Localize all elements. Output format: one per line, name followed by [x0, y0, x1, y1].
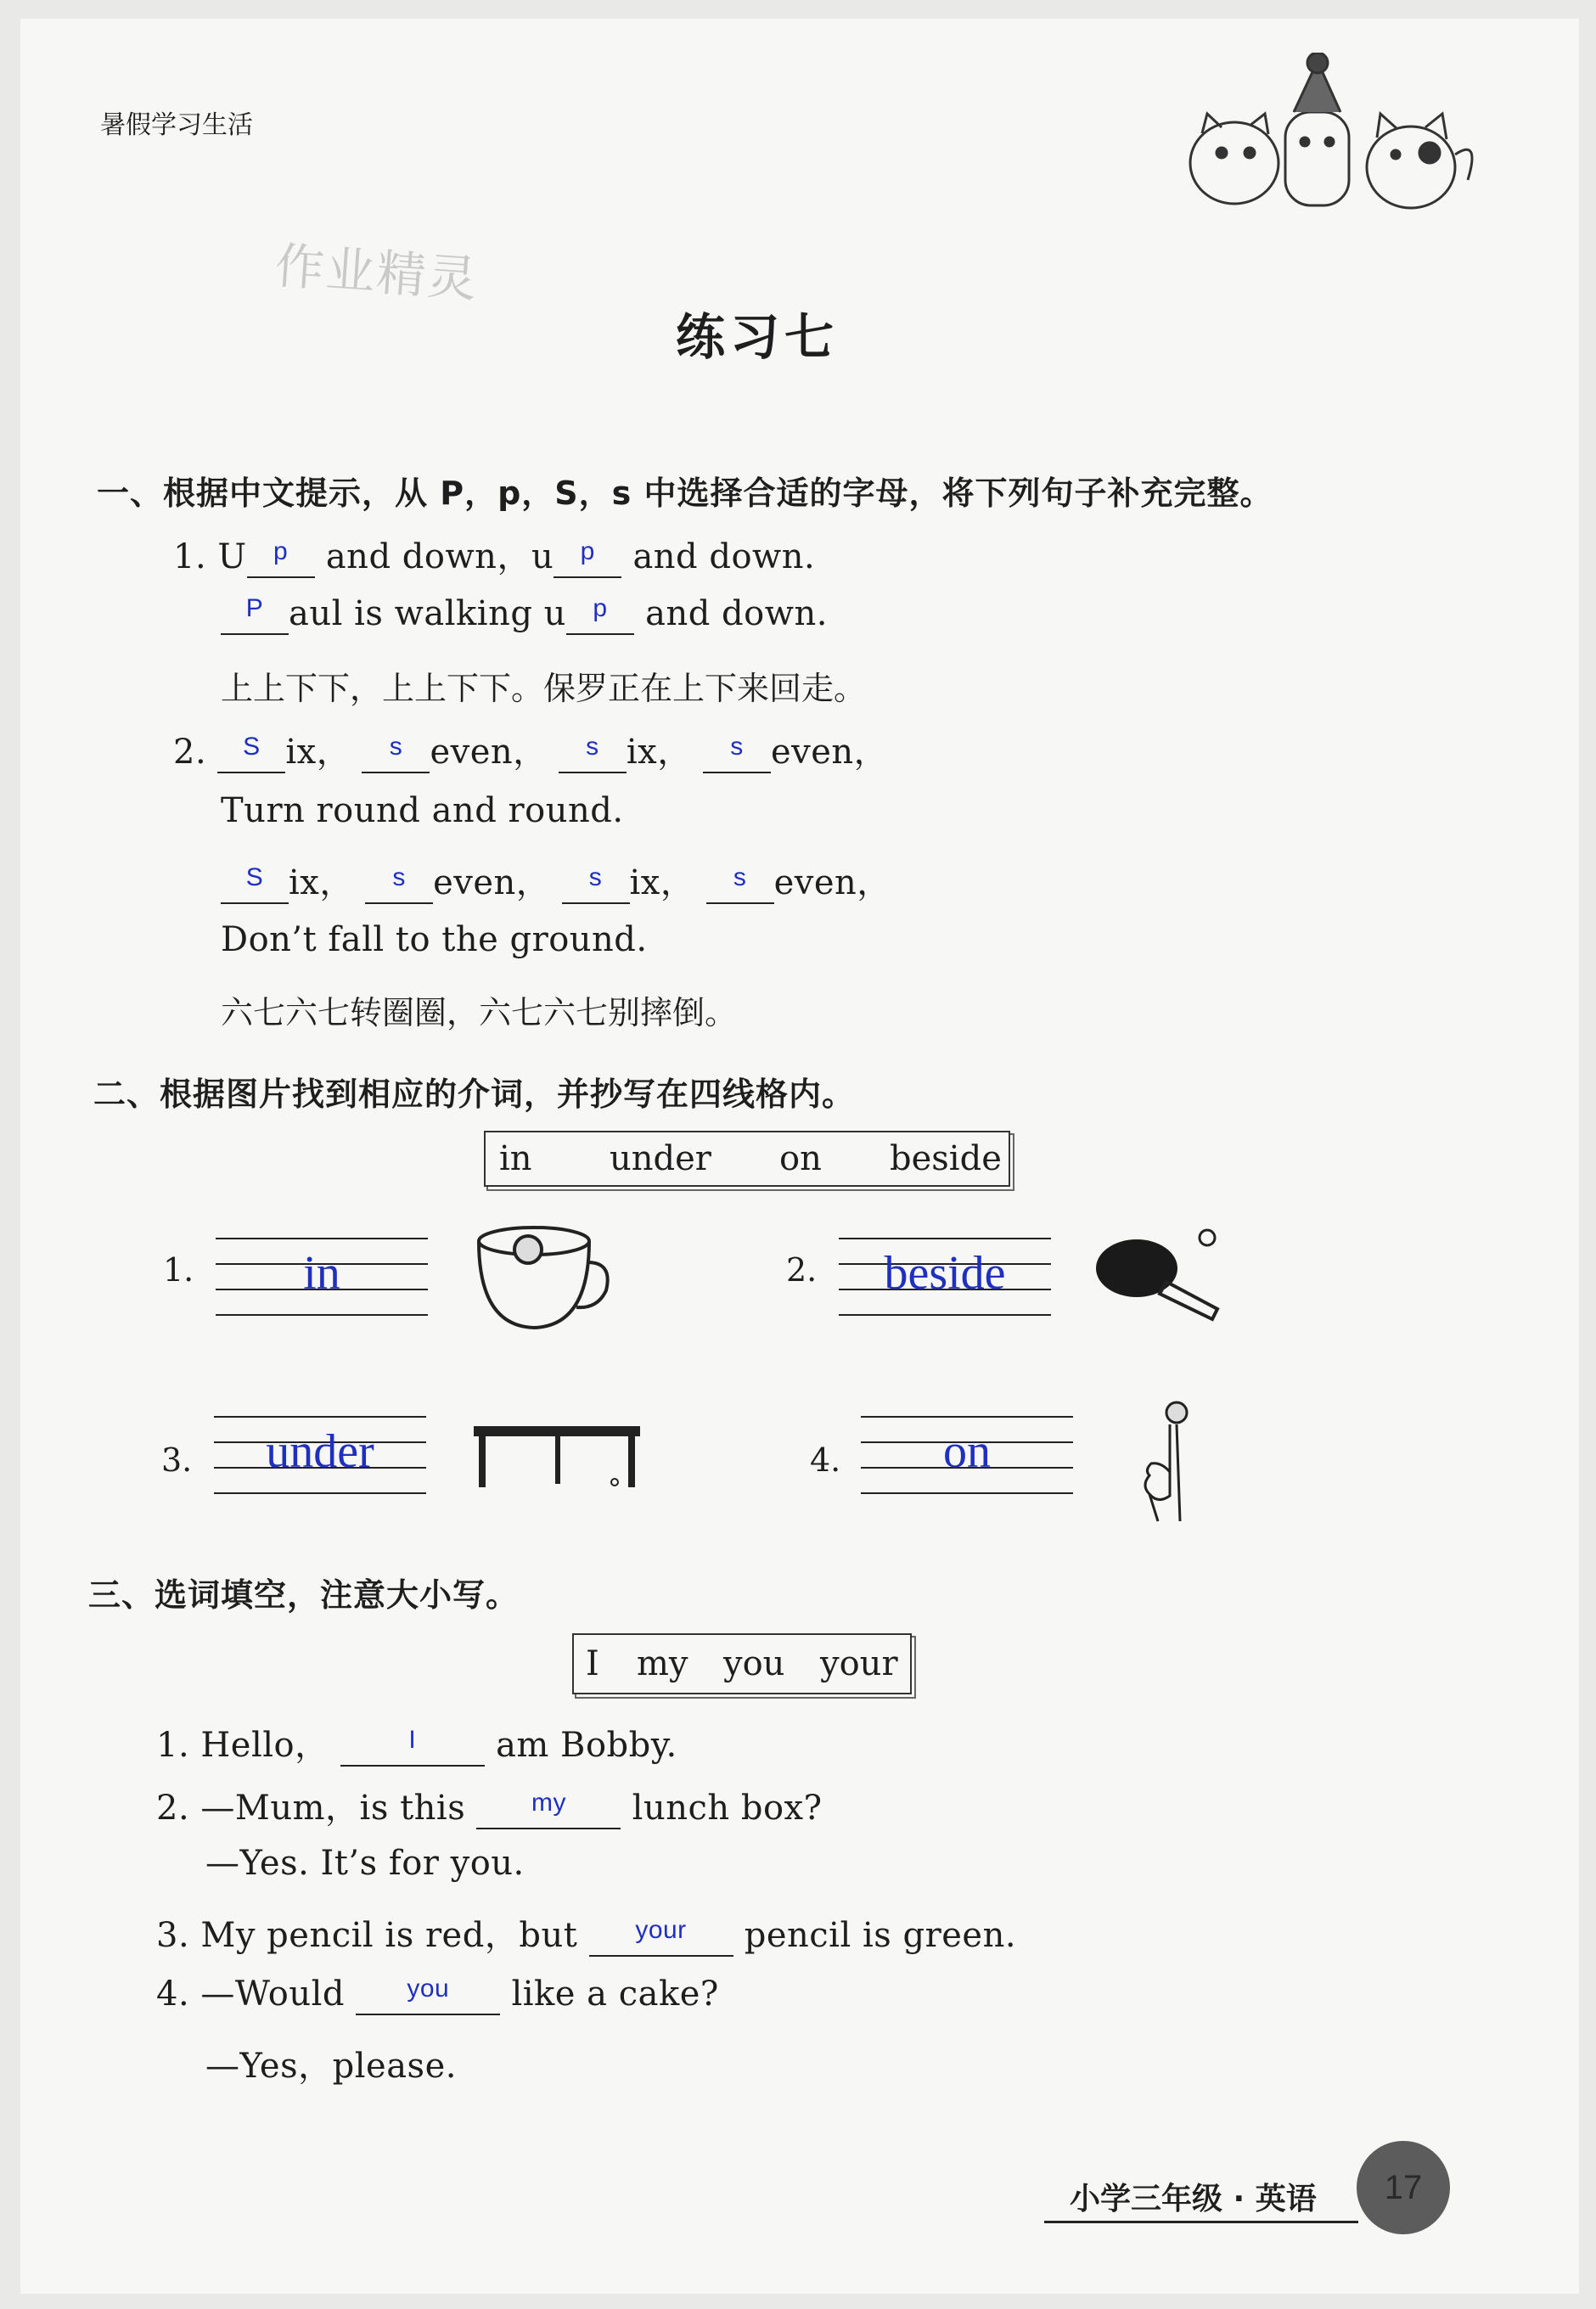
answer-blank[interactable]: s	[562, 863, 630, 904]
answer-blank[interactable]: s	[362, 733, 430, 773]
text: ix，	[289, 863, 354, 902]
cats-illustration	[1183, 53, 1489, 214]
s2-item4-number: 4.	[810, 1441, 841, 1479]
answer-blank[interactable]: my	[476, 1789, 621, 1829]
word-bank-item: you	[723, 1644, 785, 1683]
text: pencil is green.	[744, 1916, 1017, 1955]
watermark: 作业精灵	[273, 236, 480, 309]
s1-item1-translation: 上上下下，上上下下。保罗正在上下来回走。	[221, 670, 867, 707]
section1-heading: 一、根据中文提示，从 P，p，S，s 中选择合适的字母，将下列句子补充完整。	[97, 475, 1273, 512]
word-bank-prepositions	[484, 1131, 1010, 1187]
s2-item1-number: 1.	[163, 1251, 194, 1289]
s3-question3	[156, 1908, 1016, 1957]
footer-grade-subject: 小学三年级 · 英语	[1070, 2182, 1317, 2216]
answer-blank[interactable]: p	[566, 594, 634, 635]
workbook-page	[20, 19, 1579, 2294]
word-bank-item: under	[610, 1139, 711, 1178]
answer-word: in	[303, 1247, 340, 1300]
word-bank-item: I	[586, 1644, 599, 1683]
word-bank-item: your	[820, 1644, 898, 1683]
answer-blank[interactable]: p	[554, 537, 621, 578]
text: am Bobby.	[496, 1726, 677, 1765]
s1-item2-translation: 六七六七转圈圈，六七六七别摔倒。	[221, 994, 738, 1031]
text: ix，	[285, 733, 351, 772]
text: —Would	[200, 1975, 346, 2014]
cup-with-ball-picture	[470, 1224, 615, 1334]
item-number: 2.	[173, 733, 207, 772]
answer-blank[interactable]: I	[340, 1726, 485, 1767]
answer-blank[interactable]: s	[559, 733, 627, 773]
answer-word: beside	[884, 1247, 1006, 1300]
answer-blank[interactable]: your	[589, 1916, 733, 1957]
s1-item2-line4: Don’t fall to the ground.	[221, 920, 648, 959]
s1-item2-line3	[221, 856, 891, 904]
four-line-grid-1[interactable]	[216, 1238, 428, 1319]
text: lunch box?	[632, 1789, 823, 1828]
text: ix，	[629, 863, 695, 902]
answer-word: under	[266, 1425, 374, 1478]
text: even，	[433, 863, 551, 902]
text: and down，u	[325, 537, 554, 576]
word-bank-item: my	[637, 1644, 688, 1683]
answer-word: on	[943, 1425, 991, 1478]
book-title: 暑假学习生活	[100, 110, 253, 140]
text: even，	[773, 863, 891, 902]
item-number: 4.	[156, 1975, 190, 2014]
answer-blank[interactable]: s	[365, 863, 433, 904]
word-bank-item: in	[499, 1139, 532, 1178]
s3-question2	[156, 1781, 823, 1829]
word-bank-item: on	[779, 1139, 822, 1178]
text: and down.	[645, 594, 828, 633]
word-bank-item: beside	[890, 1139, 1002, 1178]
item-number: 2.	[156, 1789, 190, 1828]
s1-item2-line2: Turn round and round.	[221, 791, 624, 830]
s1-item2-line1	[173, 725, 888, 773]
word-bank-pronouns	[572, 1633, 912, 1694]
answer-blank[interactable]: S	[221, 863, 289, 904]
answer-blank[interactable]: you	[356, 1975, 500, 2015]
answer-blank[interactable]: p	[247, 537, 315, 578]
text: —Mum，is this	[200, 1789, 466, 1828]
text: like a cake?	[511, 1975, 719, 2014]
finger-with-ball-picture	[1124, 1394, 1217, 1547]
answer-blank[interactable]: s	[703, 733, 771, 773]
answer-blank[interactable]: P	[221, 594, 289, 635]
answer-blank[interactable]: s	[706, 863, 774, 904]
text: ix，	[626, 733, 692, 772]
s3-question4	[156, 1975, 719, 2015]
text: Hello，	[200, 1726, 329, 1765]
s2-item2-number: 2.	[786, 1251, 818, 1289]
answer-blank[interactable]: S	[217, 733, 285, 773]
page-title: 练习七	[676, 308, 840, 366]
text: aul is walking u	[289, 594, 566, 633]
text: My pencil is red，but	[200, 1916, 578, 1955]
s3-question4-reply: —Yes，please.	[205, 2047, 457, 2086]
four-line-grid-4[interactable]	[861, 1416, 1073, 1497]
four-line-grid-3[interactable]	[214, 1416, 426, 1497]
s2-item3-number: 3.	[161, 1441, 193, 1479]
text: and down.	[632, 537, 816, 576]
footer-rule	[1044, 2221, 1358, 2223]
s3-question1	[156, 1718, 677, 1767]
text: even，	[770, 733, 889, 772]
page-number-badge: 17	[1357, 2141, 1450, 2234]
text: even，	[430, 733, 548, 772]
four-line-grid-2[interactable]	[839, 1238, 1051, 1319]
s3-question2-reply: —Yes. It’s for you.	[205, 1844, 525, 1883]
text: U	[217, 537, 247, 576]
s1-item1-line1	[173, 530, 815, 578]
item-number: 1.	[173, 537, 207, 576]
section3-heading: 三、选词填空，注意大小写。	[88, 1576, 520, 1614]
table-with-ball-picture	[470, 1419, 649, 1496]
s1-item1-line2	[221, 594, 828, 635]
item-number: 3.	[156, 1916, 190, 1955]
item-number: 1.	[156, 1726, 190, 1765]
section2-heading: 二、根据图片找到相应的介词，并抄写在四线格内。	[93, 1076, 856, 1113]
paddle-with-ball-picture	[1090, 1224, 1226, 1334]
